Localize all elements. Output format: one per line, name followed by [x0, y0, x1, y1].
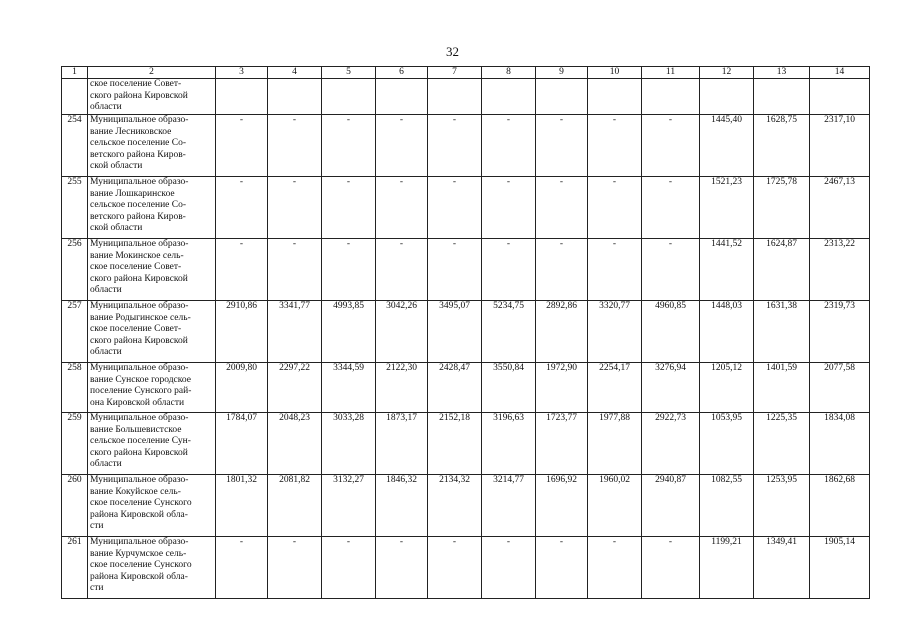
- column-number: 7: [428, 67, 482, 79]
- value-cell: 1448,03: [700, 301, 754, 363]
- value-cell: 2892,86: [536, 301, 588, 363]
- value-cell: 4960,85: [642, 301, 700, 363]
- value-cell: -: [536, 239, 588, 301]
- municipality-name: Муниципальное образо- вание Большевистское сельское поселение Сун- ского района Кировской области: [88, 413, 216, 475]
- value-cell: 2940,87: [642, 475, 700, 537]
- value-cell: -: [216, 115, 268, 177]
- value-cell: [482, 79, 536, 115]
- column-number: 9: [536, 67, 588, 79]
- value-cell: [536, 79, 588, 115]
- municipality-name: Муниципальное образо- вание Курчумское сель- ское поселение Сунского района Кировской обла- сти: [88, 537, 216, 599]
- value-cell: 3276,94: [642, 363, 700, 413]
- value-cell: 1725,78: [754, 177, 810, 239]
- value-cell: -: [482, 177, 536, 239]
- value-cell: 2910,86: [216, 301, 268, 363]
- value-cell: 2313,22: [810, 239, 870, 301]
- value-cell: 2009,80: [216, 363, 268, 413]
- table-row: [62, 363, 870, 413]
- column-number: 13: [754, 67, 810, 79]
- value-cell: 3344,59: [322, 363, 376, 413]
- value-cell: 1873,17: [376, 413, 428, 475]
- value-cell: 1960,02: [588, 475, 642, 537]
- value-cell: 3495,07: [428, 301, 482, 363]
- value-cell: -: [482, 239, 536, 301]
- value-cell: 2428,47: [428, 363, 482, 413]
- table-row: [62, 413, 870, 475]
- row-number: 261: [62, 537, 88, 599]
- value-cell: -: [428, 115, 482, 177]
- value-cell: 1631,38: [754, 301, 810, 363]
- value-cell: -: [376, 537, 428, 599]
- value-cell: -: [428, 537, 482, 599]
- value-cell: 1199,21: [700, 537, 754, 599]
- column-number: 1: [62, 67, 88, 79]
- value-cell: -: [642, 115, 700, 177]
- value-cell: 1846,32: [376, 475, 428, 537]
- value-cell: 1624,87: [754, 239, 810, 301]
- value-cell: 5234,75: [482, 301, 536, 363]
- value-cell: 2319,73: [810, 301, 870, 363]
- value-cell: 1205,12: [700, 363, 754, 413]
- value-cell: 2081,82: [268, 475, 322, 537]
- column-number: 14: [810, 67, 870, 79]
- value-cell: 3214,77: [482, 475, 536, 537]
- value-cell: -: [642, 239, 700, 301]
- page-number: 32: [446, 44, 459, 59]
- value-cell: 1972,90: [536, 363, 588, 413]
- value-cell: 2467,13: [810, 177, 870, 239]
- value-cell: 1401,59: [754, 363, 810, 413]
- municipality-name: Муниципальное образо- вание Мокинское сель- ское поселение Совет- ского района Кировской области: [88, 239, 216, 301]
- column-number: 3: [216, 67, 268, 79]
- tariff-table: [61, 66, 870, 599]
- value-cell: -: [482, 537, 536, 599]
- municipality-name: Муниципальное образо- вание Родыгинское сель- ское поселение Совет- ского района Кировской области: [88, 301, 216, 363]
- value-cell: -: [216, 537, 268, 599]
- table-row: [62, 537, 870, 599]
- column-number: 5: [322, 67, 376, 79]
- value-cell: -: [536, 115, 588, 177]
- value-cell: -: [376, 177, 428, 239]
- value-cell: -: [322, 115, 376, 177]
- table-row: [62, 475, 870, 537]
- column-number: 4: [268, 67, 322, 79]
- column-number: 8: [482, 67, 536, 79]
- value-cell: -: [268, 115, 322, 177]
- value-cell: 1801,32: [216, 475, 268, 537]
- value-cell: 1445,40: [700, 115, 754, 177]
- value-cell: -: [268, 239, 322, 301]
- value-cell: 1905,14: [810, 537, 870, 599]
- table-row: [62, 239, 870, 301]
- column-number: 12: [700, 67, 754, 79]
- value-cell: 2134,32: [428, 475, 482, 537]
- value-cell: 1977,88: [588, 413, 642, 475]
- table-row: [62, 115, 870, 177]
- value-cell: [700, 79, 754, 115]
- table-row: [62, 79, 870, 115]
- value-cell: -: [216, 177, 268, 239]
- value-cell: 2297,22: [268, 363, 322, 413]
- value-cell: -: [322, 177, 376, 239]
- row-number: 256: [62, 239, 88, 301]
- value-cell: 3341,77: [268, 301, 322, 363]
- value-cell: 1349,41: [754, 537, 810, 599]
- value-cell: 3042,26: [376, 301, 428, 363]
- column-number: 2: [88, 67, 216, 79]
- row-number: 259: [62, 413, 88, 475]
- value-cell: 1082,55: [700, 475, 754, 537]
- value-cell: -: [536, 177, 588, 239]
- value-cell: [754, 79, 810, 115]
- value-cell: 1225,35: [754, 413, 810, 475]
- row-number: 260: [62, 475, 88, 537]
- value-cell: -: [376, 115, 428, 177]
- value-cell: 1521,23: [700, 177, 754, 239]
- value-cell: 3320,77: [588, 301, 642, 363]
- value-cell: 1834,08: [810, 413, 870, 475]
- value-cell: -: [588, 239, 642, 301]
- header-row: [62, 67, 870, 79]
- value-cell: -: [536, 537, 588, 599]
- value-cell: 2254,17: [588, 363, 642, 413]
- value-cell: 1696,92: [536, 475, 588, 537]
- value-cell: -: [482, 115, 536, 177]
- value-cell: -: [642, 177, 700, 239]
- value-cell: [642, 79, 700, 115]
- column-number: 10: [588, 67, 642, 79]
- row-number: [62, 79, 88, 115]
- value-cell: 2048,23: [268, 413, 322, 475]
- value-cell: 1053,95: [700, 413, 754, 475]
- value-cell: [216, 79, 268, 115]
- row-number: 254: [62, 115, 88, 177]
- value-cell: [376, 79, 428, 115]
- value-cell: 3132,27: [322, 475, 376, 537]
- column-number: 11: [642, 67, 700, 79]
- value-cell: [268, 79, 322, 115]
- value-cell: [322, 79, 376, 115]
- municipality-name: Муниципальное образо- вание Лесниковское сельское поселение Со- ветского района Киров- ской области: [88, 115, 216, 177]
- table-row: [62, 301, 870, 363]
- value-cell: 3196,63: [482, 413, 536, 475]
- value-cell: 1253,95: [754, 475, 810, 537]
- value-cell: -: [268, 537, 322, 599]
- value-cell: 1723,77: [536, 413, 588, 475]
- value-cell: 1628,75: [754, 115, 810, 177]
- value-cell: 2152,18: [428, 413, 482, 475]
- value-cell: -: [588, 177, 642, 239]
- municipality-name: Муниципальное образо- вание Лошкаринское сельское поселение Со- ветского района Киров- ской области: [88, 177, 216, 239]
- municipality-name: Муниципальное образо- вание Кокуйское сель- ское поселение Сунского района Кировской обла- сти: [88, 475, 216, 537]
- value-cell: -: [588, 537, 642, 599]
- value-cell: -: [322, 537, 376, 599]
- value-cell: 2077,58: [810, 363, 870, 413]
- value-cell: -: [322, 239, 376, 301]
- value-cell: 2317,10: [810, 115, 870, 177]
- municipality-name: Муниципальное образо- вание Сунское городское поселение Сунского рай- она Кировской области: [88, 363, 216, 413]
- value-cell: 2122,30: [376, 363, 428, 413]
- row-number: 258: [62, 363, 88, 413]
- value-cell: 1784,07: [216, 413, 268, 475]
- table-body: [62, 67, 870, 599]
- column-number: 6: [376, 67, 428, 79]
- value-cell: 3550,84: [482, 363, 536, 413]
- value-cell: 3033,28: [322, 413, 376, 475]
- value-cell: -: [216, 239, 268, 301]
- value-cell: 1862,68: [810, 475, 870, 537]
- value-cell: -: [428, 239, 482, 301]
- value-cell: -: [376, 239, 428, 301]
- table-row: [62, 177, 870, 239]
- value-cell: [588, 79, 642, 115]
- value-cell: [428, 79, 482, 115]
- value-cell: 2922,73: [642, 413, 700, 475]
- value-cell: -: [642, 537, 700, 599]
- value-cell: 1441,52: [700, 239, 754, 301]
- value-cell: 4993,85: [322, 301, 376, 363]
- value-cell: -: [268, 177, 322, 239]
- value-cell: -: [588, 115, 642, 177]
- value-cell: -: [428, 177, 482, 239]
- row-number: 255: [62, 177, 88, 239]
- value-cell: [810, 79, 870, 115]
- municipality-name: ское поселение Совет- ского района Кировской области: [88, 79, 216, 115]
- row-number: 257: [62, 301, 88, 363]
